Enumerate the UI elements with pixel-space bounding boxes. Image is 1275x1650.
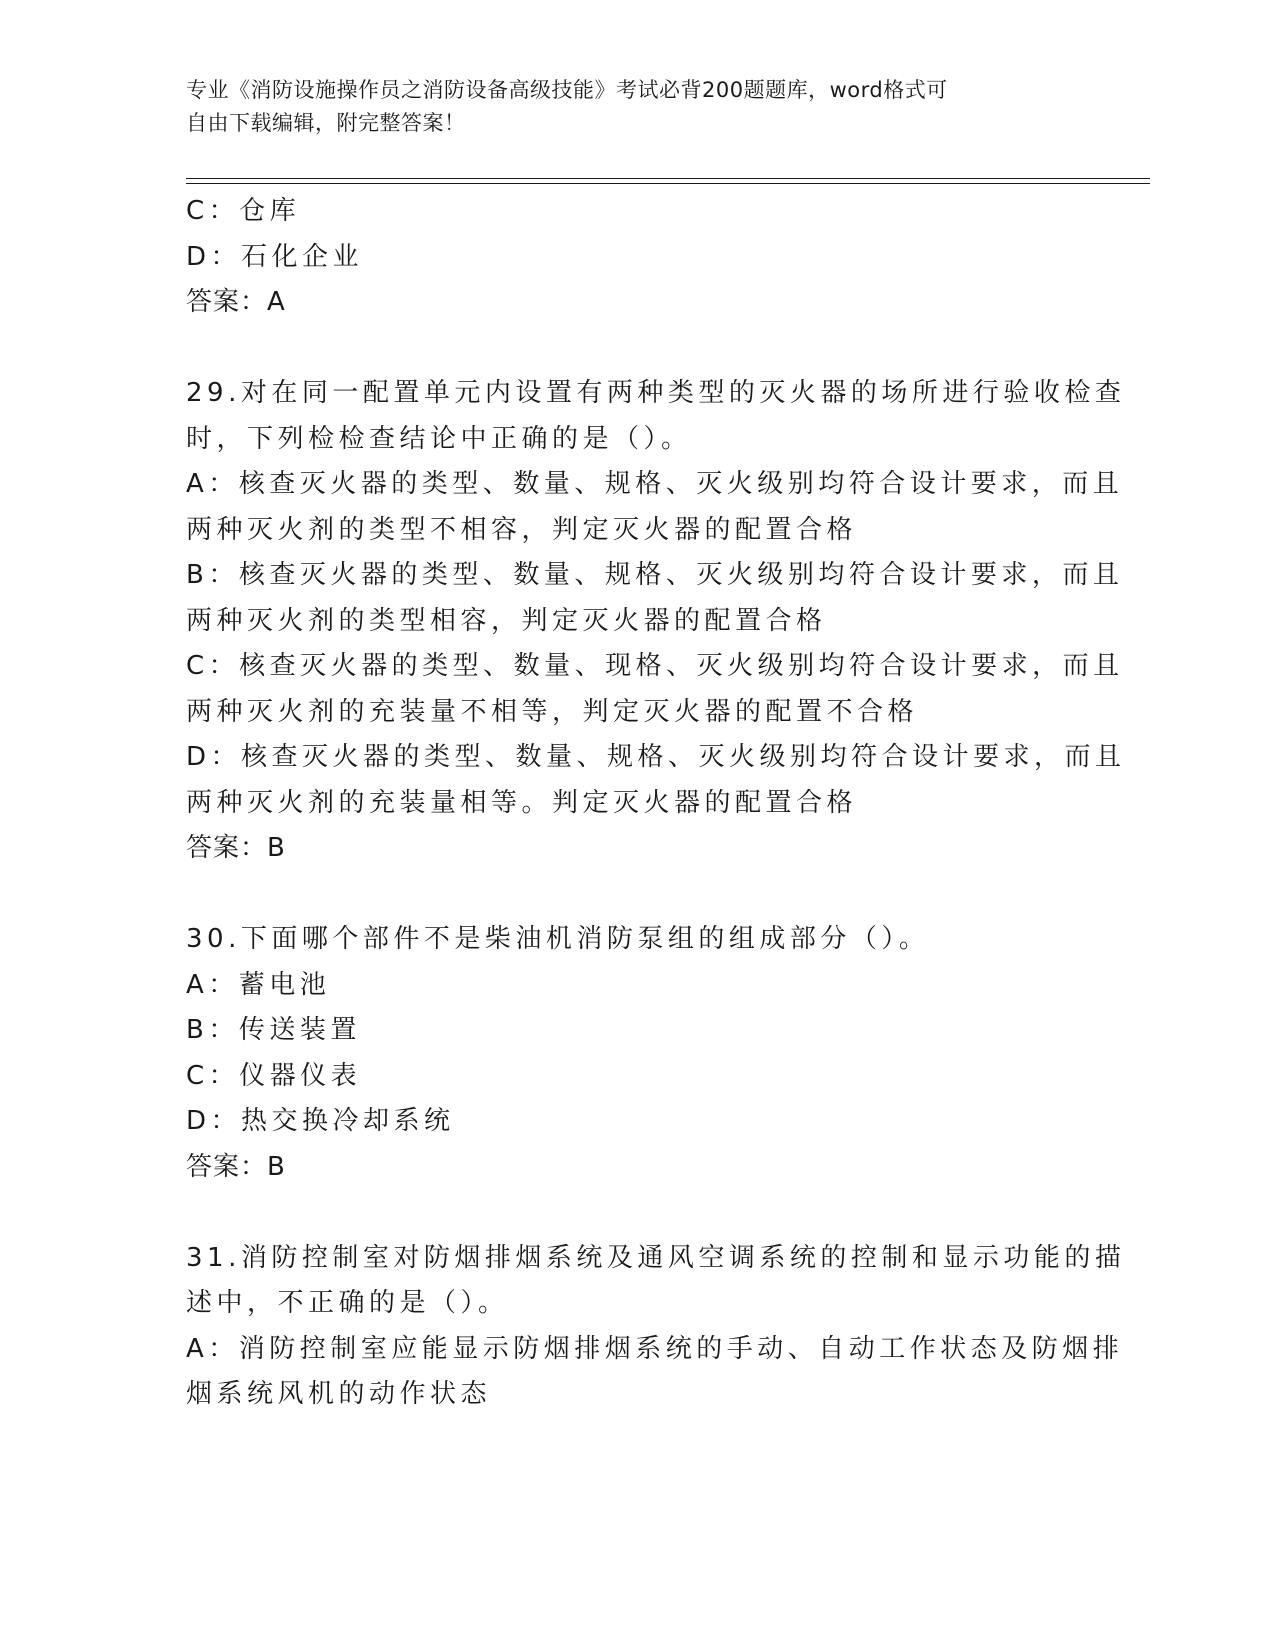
- header-rule-top: [186, 178, 1150, 179]
- question-30: [186, 917, 1086, 1190]
- spacer: [186, 872, 1086, 918]
- header-line-1: 专业《消防设施操作员之消防设备高级技能》考试必背200题题库，word格式可: [186, 78, 948, 102]
- option-c-line-1: C：核查灭火器的类型、数量、现格、灭火级别均符合设计要求，而且: [186, 651, 1124, 681]
- question-stem-line-1: 31.消防控制室对防烟排烟系统及通风空调系统的控制和显示功能的描: [186, 1242, 1126, 1273]
- spacer: [186, 326, 1086, 372]
- header-rule-bottom: [186, 183, 1150, 184]
- answer-line: 答案：B: [186, 1151, 286, 1182]
- option-b-line-1: B：核查灭火器的类型、数量、规格、灭火级别均符合设计要求，而且: [186, 560, 1124, 590]
- option-b-line-2: 两种灭火剂的类型相容，判定灭火器的配置合格: [186, 605, 827, 636]
- option-a-line-2: 烟系统风机的动作状态: [186, 1379, 492, 1409]
- option-c-line-2: 两种灭火剂的充装量不相等，判定灭火器的配置不合格: [186, 696, 919, 727]
- header-line-2: 自由下载编辑，附完整答案！: [186, 111, 466, 135]
- previous-question-tail: [186, 189, 1086, 326]
- option-d-line-2: 两种灭火剂的充装量相等。判定灭火器的配置合格: [186, 787, 858, 818]
- answer-line: 答案：A: [186, 287, 286, 317]
- option-a: A：蓄电池: [186, 969, 331, 1000]
- question-stem: 30.下面哪个部件不是柴油机消防泵组的组成部分（）。: [186, 924, 930, 954]
- spacer: [186, 1190, 1086, 1236]
- question-stem-line-1: 29.对在同一配置单元内设置有两种类型的灭火器的场所进行验收检查: [186, 378, 1126, 408]
- question-stem-line-2: 述中，不正确的是（）。: [186, 1288, 509, 1318]
- option-a-line-2: 两种灭火剂的类型不相容，判定灭火器的配置合格: [186, 514, 858, 545]
- answer-line: 答案：B: [186, 833, 286, 863]
- document-header: [186, 74, 1066, 140]
- option-a-line-1: A：核查灭火器的类型、数量、规格、灭火级别均符合设计要求，而且: [186, 469, 1124, 499]
- option-d-line-1: D：核查灭火器的类型、数量、规格、灭火级别均符合设计要求，而且: [186, 742, 1126, 772]
- question-content: [186, 189, 1126, 1418]
- option-d: D：石化企业: [186, 241, 364, 272]
- option-c: C：仪器仪表: [186, 1060, 362, 1091]
- question-31: [186, 1236, 1126, 1418]
- option-a-line-1: A：消防控制室应能显示防烟排烟系统的手动、自动工作状态及防烟排: [186, 1333, 1124, 1364]
- option-d: D：热交换冷却系统: [186, 1106, 455, 1136]
- option-b: B：传送装置: [186, 1015, 361, 1045]
- question-29: [186, 371, 1126, 872]
- question-stem-line-2: 时，下列检检查结论中正确的是（）。: [186, 423, 692, 454]
- option-c: C：仓库: [186, 196, 301, 226]
